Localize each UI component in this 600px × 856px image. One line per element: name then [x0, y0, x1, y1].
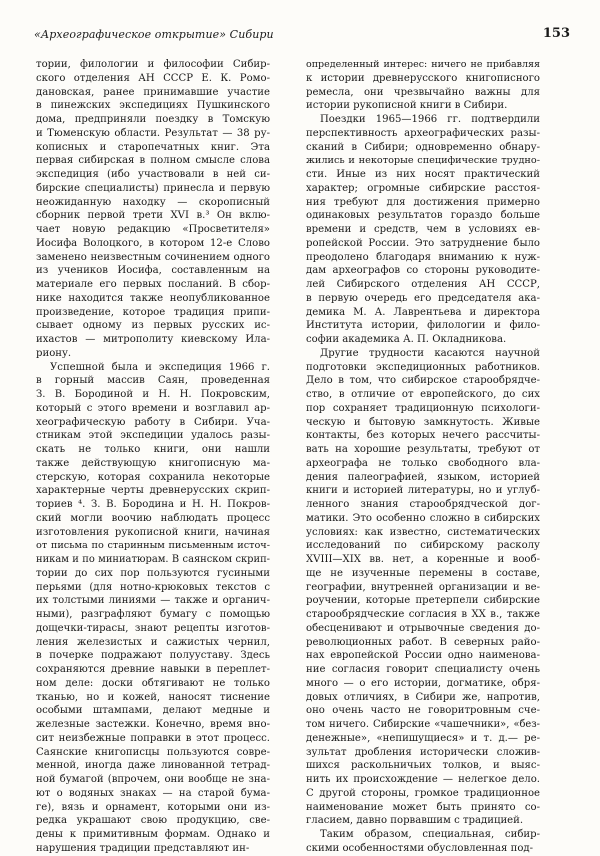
- text-line: матики. Это особенно сложно в сибирских: [306, 512, 540, 524]
- text-line: ления железистых и сажистых чернил,: [36, 636, 270, 648]
- text-line: сывает одному из первых русских ис-: [36, 320, 270, 332]
- text-line: том ничего. Сибирские «чашечники», «без-: [306, 719, 540, 730]
- text-line: кописных и старопечатных книг. Эта: [36, 141, 270, 153]
- text-line: археографа не только свободного вла-: [306, 457, 540, 469]
- text-line: в пинежских экспедициях Пушкинского: [36, 100, 270, 112]
- text-line: ют о водяных знаках — на старой бума-: [36, 787, 270, 799]
- text-line: стникам этой экспедиции удалось разы-: [36, 430, 270, 442]
- text-line: пор сохраняет традиционную психологи-: [306, 402, 540, 414]
- text-line: гласием, давно порвавшим с традицией.: [306, 815, 524, 827]
- text-line: ческую и бытовую замкнутость. Живые: [306, 416, 540, 428]
- text-line: дощечки-тирасы, знают рецепты изготов-: [36, 622, 270, 634]
- text-line: ными), разграфляют бумагу с помощью: [36, 609, 270, 620]
- text-line: от письма по старинным письменным источ-: [36, 540, 270, 552]
- left-text-column: [36, 58, 270, 856]
- text-line: сканий в Сибири; одновременно обнару-: [306, 141, 540, 153]
- text-line: З. В. Бородиной и Н. Н. Покровским,: [36, 389, 270, 400]
- text-line: Успешной была и экспедиция 1966 г.: [50, 361, 270, 373]
- text-line: истории рукописной книги в Сибири.: [306, 100, 508, 112]
- text-line: ропейской России. Это затруднение было: [306, 237, 540, 249]
- text-line: нах европейской России одно наименова-: [306, 650, 540, 662]
- text-line: демика М. А. Лаврентьева и директора: [306, 306, 540, 318]
- text-line: XVIII—XIX вв. нет, а коренные и вооб-: [306, 554, 540, 565]
- text-line: много — о его истории, догматике, обря-: [306, 677, 540, 689]
- text-line: особыми штампами, делают медные и: [36, 705, 270, 717]
- text-line: перьями (для нотно-крюковых текстов с: [36, 581, 270, 593]
- text-line: сборник первой трети XVI в.³ Он вклю-: [36, 210, 270, 222]
- text-line: заменено неизвестным сочинением одного: [36, 251, 270, 263]
- text-line: сохраняются древние навыки в переплет-: [36, 664, 270, 675]
- text-line: ной бумагой (впрочем, они вообще не зна-: [36, 774, 270, 785]
- text-line: ского отделения АН СССР Е. К. Ромо-: [36, 72, 270, 84]
- text-line: к истории древнерусского книгописного: [306, 72, 540, 84]
- text-line: условиях: как известно, систематических: [306, 526, 540, 538]
- text-line: Иосифа Волоцкого, в котором 12-е Слово: [36, 237, 270, 249]
- text-line: дам археографов со стороны руководите-: [306, 265, 540, 277]
- running-header: [34, 28, 570, 48]
- running-title: «Археографическое открытие» Сибири: [34, 28, 274, 41]
- text-line: в почерке подражают полууставу. Здесь: [36, 650, 270, 662]
- text-line: в первую очередь его председателя ака-: [306, 292, 540, 304]
- text-line: ние согласия говорит специалисту очень: [306, 664, 540, 675]
- text-line: никам и по миниатюрам. В саянском скрип-: [36, 554, 270, 565]
- text-line: произведение, которое традиция припи-: [36, 306, 270, 318]
- text-line: тории до сих пор пользуются гусиными: [36, 567, 270, 579]
- text-line: менной, иногда даже линованной тетрад-: [36, 760, 270, 772]
- text-line: времени и средств, чем в условиях ев-: [306, 224, 540, 235]
- text-line: сит неизбежные поправки в этот процесс.: [36, 732, 270, 744]
- text-line: нить их происхождение — нелегкое дело.: [306, 774, 540, 785]
- text-line: экспедиция (ибо участвовали в ней си-: [36, 169, 270, 180]
- text-line: их толстыми линиями — также и органич-: [36, 595, 270, 607]
- text-line: железные застежки. Конечно, время вно-: [36, 719, 270, 730]
- text-line: также действующую книгописную ма-: [36, 457, 270, 469]
- text-line: Другие трудности касаются научной: [320, 347, 540, 359]
- text-line: характерные черты древнерусских скрип-: [36, 485, 270, 497]
- text-line: ния требуют для достижения примерно: [306, 196, 540, 208]
- text-line: одинаковых результатов гораздо больше: [306, 210, 540, 222]
- text-line: Таким образом, специальная, сибир-: [320, 829, 540, 840]
- text-line: дены к примитивным формам. Однако и: [36, 829, 270, 840]
- text-line: который с этого времени и возглавил ар-: [36, 402, 270, 414]
- text-line: книги и историей литературы, но и углуб-: [306, 485, 540, 497]
- text-line: изготовления рукописной книги, начиная: [36, 526, 270, 538]
- text-line: скать не только книги, они нашли: [36, 444, 270, 455]
- text-line: оно очень часто не говоритровным сче-: [306, 705, 540, 717]
- text-line: из учеников Иосифа, составленным на: [36, 265, 270, 277]
- text-line: исследований по сибирскому расколу: [306, 540, 540, 552]
- text-line: редка украшают свою продукцию, све-: [36, 815, 270, 827]
- text-line: революционных работ. В северных райо-: [306, 636, 540, 648]
- text-line: тории, филологии и философии Сибир-: [36, 59, 270, 70]
- text-line: ториев ⁴. З. В. Бородина и Н. Н. Покров-: [36, 499, 270, 510]
- text-line: ский могли воочию наблюдать процесс: [36, 512, 270, 524]
- text-line: стерскую, которая сохранила некоторые: [36, 471, 270, 483]
- text-line: характер; огромные сибирские расстоя-: [306, 182, 540, 194]
- text-line: дома, предприняли поездку в Томскую: [36, 114, 270, 125]
- text-line: материале его первых посланий. В сбор-: [36, 279, 270, 290]
- text-line: неожиданную находку — скорописный: [36, 196, 270, 208]
- text-line: Поездки 1965—1966 гг. подтвердили: [320, 114, 540, 125]
- text-line: в горный массив Саян, проведенная: [36, 375, 270, 387]
- text-line: ном деле: доски обтягивают не только: [36, 677, 270, 689]
- right-text-column: [306, 58, 540, 856]
- text-line: чает новую редакцию «Просветителя»: [36, 224, 270, 235]
- text-line: роучении, которые претерпели сибирские: [306, 595, 540, 607]
- text-line: лей Сибирского отделения АН СССР,: [306, 279, 540, 290]
- text-line: ремесла, они чрезвычайно важны для: [306, 86, 540, 98]
- text-line: подготовки экспедиционных работников.: [306, 361, 540, 373]
- text-line: скими особенностями обусловленная под-: [306, 842, 534, 854]
- text-line: ге), вязь и орнамент, которыми они из-: [36, 801, 270, 813]
- text-line: Саянские книгописцы пользуются совре-: [36, 746, 270, 758]
- text-line: тканью, но и кожей, наносят тиснение: [36, 691, 270, 703]
- text-line: дения палеографией, языком, историей: [306, 471, 540, 483]
- page-number: 153: [542, 26, 570, 41]
- text-line: наименование может быть принято со-: [306, 801, 540, 813]
- text-line: определенный интерес: ничего не прибавляя: [306, 59, 540, 70]
- text-line: первая сибирская в полном смысле слова: [36, 155, 270, 167]
- text-line: обесценивают и отрывочные сведения до-: [306, 622, 540, 634]
- text-line: ленного знания старообрядческой дог-: [306, 499, 540, 510]
- text-line: старообрядческие согласия в XX в., также: [306, 609, 540, 620]
- text-line: денежные», «непишущиеся» и т. д.— ре-: [306, 732, 540, 744]
- text-line: сти. Иные из них носят практический: [306, 169, 540, 180]
- text-line: контакты, без которых нечего рассчиты-: [306, 430, 540, 442]
- text-line: хеографическую работу в Сибири. Уча-: [36, 416, 270, 428]
- text-line: ихастов — митрополиту киевскому Ила-: [36, 334, 270, 345]
- text-line: жились и некоторые специфические трудно-: [306, 155, 540, 167]
- text-line: риону.: [36, 347, 72, 359]
- text-line: нарушения традиции представляют ин-: [36, 842, 250, 854]
- text-line: вать на хорошие результаты, требуют от: [306, 444, 540, 455]
- text-line: нике находится также неопубликованное: [36, 292, 270, 304]
- text-line: перспективность археографических разы-: [306, 127, 540, 139]
- text-line: географии, внутренней организации и ве-: [306, 581, 540, 593]
- text-line: Дело в том, что сибирское старообрядче-: [306, 375, 540, 387]
- text-line: шихся раскольничьих толков, и выяс-: [306, 760, 540, 772]
- text-line: бирские специалисты) принесла и первую: [36, 182, 270, 194]
- text-line: С другой стороны, громкое традиционное: [306, 787, 540, 799]
- text-line: ство, в отличие от европейского, до сих: [306, 389, 540, 400]
- text-line: ще не изученные перемены в составе,: [306, 567, 540, 579]
- text-line: дановская, ранее принимавшие участие: [36, 86, 270, 98]
- text-line: и Тюменскую области. Результат — 38 ру-: [36, 127, 270, 139]
- text-line: Института истории, филологии и фило-: [306, 320, 540, 332]
- text-line: зультат дробления исторически сложив-: [306, 746, 540, 758]
- text-line: довых отличиях, в Сибири же, напротив,: [306, 691, 540, 703]
- text-line: софии академика А. П. Окладникова.: [306, 334, 507, 345]
- text-line: преодолено благодаря вниманию к нуж-: [306, 251, 540, 263]
